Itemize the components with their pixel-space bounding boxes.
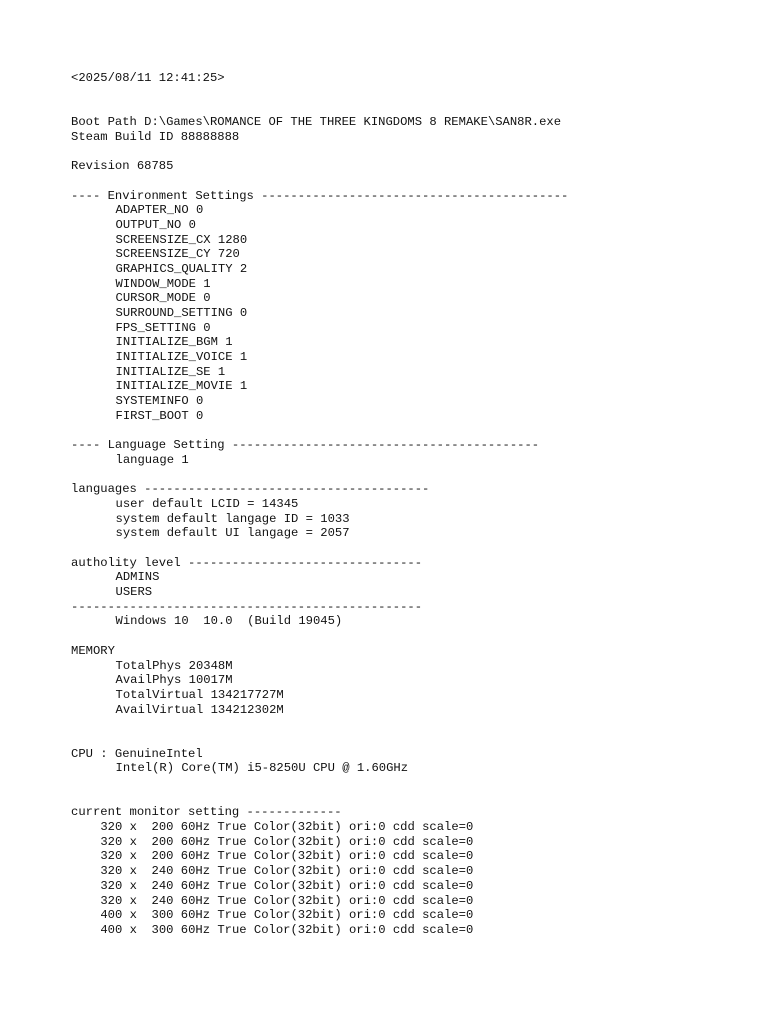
monitor-mode: 320 x 200 60Hz True Color(32bit) ori:0 cdd scale=0 bbox=[93, 820, 474, 835]
monitor-setting-header: current monitor setting ------------- bbox=[71, 805, 342, 820]
monitor-modes-list bbox=[71, 820, 761, 938]
authority-level-list bbox=[71, 570, 761, 599]
memory-entry: TotalPhys 20348M bbox=[115, 658, 233, 673]
environment-setting: INITIALIZE_MOVIE 1 bbox=[115, 379, 248, 394]
environment-setting: CURSOR_MODE 0 bbox=[115, 291, 211, 306]
environment-setting: SCREENSIZE_CY 720 bbox=[115, 247, 240, 262]
language-entry: system default langage ID = 1033 bbox=[115, 511, 350, 526]
boot-path: Boot Path D:\Games\ROMANCE OF THE THREE KINGDOMS 8 REMAKE\SAN8R.exe bbox=[71, 115, 562, 130]
monitor-mode: 320 x 240 60Hz True Color(32bit) ori:0 cdd scale=0 bbox=[93, 893, 474, 908]
language-setting: language 1 bbox=[115, 452, 189, 467]
languages-list bbox=[71, 497, 761, 541]
monitor-mode: 320 x 200 60Hz True Color(32bit) ori:0 cdd scale=0 bbox=[93, 849, 474, 864]
environment-setting: WINDOW_MODE 1 bbox=[115, 276, 211, 291]
environment-setting: SCREENSIZE_CX 1280 bbox=[115, 232, 248, 247]
authority-entry: ADMINS bbox=[115, 570, 160, 585]
authority-entry: USERS bbox=[115, 585, 153, 600]
memory-list bbox=[71, 659, 761, 718]
cpu-model: Intel(R) Core(TM) i5-8250U CPU @ 1.60GHz bbox=[115, 761, 409, 776]
environment-setting: SURROUND_SETTING 0 bbox=[115, 306, 248, 320]
environment-setting: SYSTEMINFO 0 bbox=[115, 394, 204, 409]
revision: Revision 68785 bbox=[71, 159, 174, 174]
environment-setting: INITIALIZE_VOICE 1 bbox=[115, 350, 248, 365]
timestamp: <2025/08/11 12:41:25> bbox=[71, 71, 225, 85]
divider: ------------------------------------------------ bbox=[71, 599, 423, 614]
authority-level-header: autholity level -------------------------------- bbox=[71, 555, 423, 570]
memory-entry: AvailPhys 10017M bbox=[115, 673, 233, 688]
environment-setting: INITIALIZE_SE 1 bbox=[115, 364, 226, 379]
cpu-header: CPU : GenuineIntel bbox=[71, 746, 203, 761]
environment-setting: ADAPTER_NO 0 bbox=[115, 203, 204, 218]
log-document bbox=[71, 71, 761, 938]
monitor-mode: 320 x 240 60Hz True Color(32bit) ori:0 cdd scale=0 bbox=[93, 878, 474, 893]
language-setting-list bbox=[71, 453, 761, 468]
memory-header: MEMORY bbox=[71, 643, 115, 658]
monitor-mode: 400 x 300 60Hz True Color(32bit) ori:0 cdd scale=0 bbox=[93, 908, 474, 923]
memory-entry: AvailVirtual 134212302M bbox=[115, 702, 284, 717]
environment-settings-list bbox=[71, 203, 761, 423]
language-entry: system default UI langage = 2057 bbox=[115, 526, 350, 541]
environment-setting: OUTPUT_NO 0 bbox=[115, 217, 196, 232]
memory-entry: TotalVirtual 134217727M bbox=[115, 687, 284, 702]
language-setting-header: ---- Language Setting ------------------------------------------ bbox=[71, 438, 540, 453]
monitor-mode: 320 x 200 60Hz True Color(32bit) ori:0 cdd scale=0 bbox=[93, 834, 474, 849]
monitor-mode: 320 x 240 60Hz True Color(32bit) ori:0 cdd scale=0 bbox=[93, 864, 474, 879]
os-version: Windows 10 10.0 (Build 19045) bbox=[115, 614, 343, 629]
language-entry: user default LCID = 14345 bbox=[115, 496, 299, 511]
languages-header: languages --------------------------------------- bbox=[71, 482, 430, 497]
environment-setting: FIRST_BOOT 0 bbox=[115, 408, 204, 423]
environment-settings-header: ---- Environment Settings ------------------------------------------ bbox=[71, 188, 569, 203]
monitor-mode: 400 x 300 60Hz True Color(32bit) ori:0 cdd scale=0 bbox=[93, 922, 474, 937]
environment-setting: FPS_SETTING 0 bbox=[115, 320, 211, 335]
environment-setting: GRAPHICS_QUALITY 2 bbox=[115, 261, 248, 276]
environment-setting: INITIALIZE_BGM 1 bbox=[115, 335, 233, 350]
steam-build-id: Steam Build ID 88888888 bbox=[71, 129, 240, 144]
